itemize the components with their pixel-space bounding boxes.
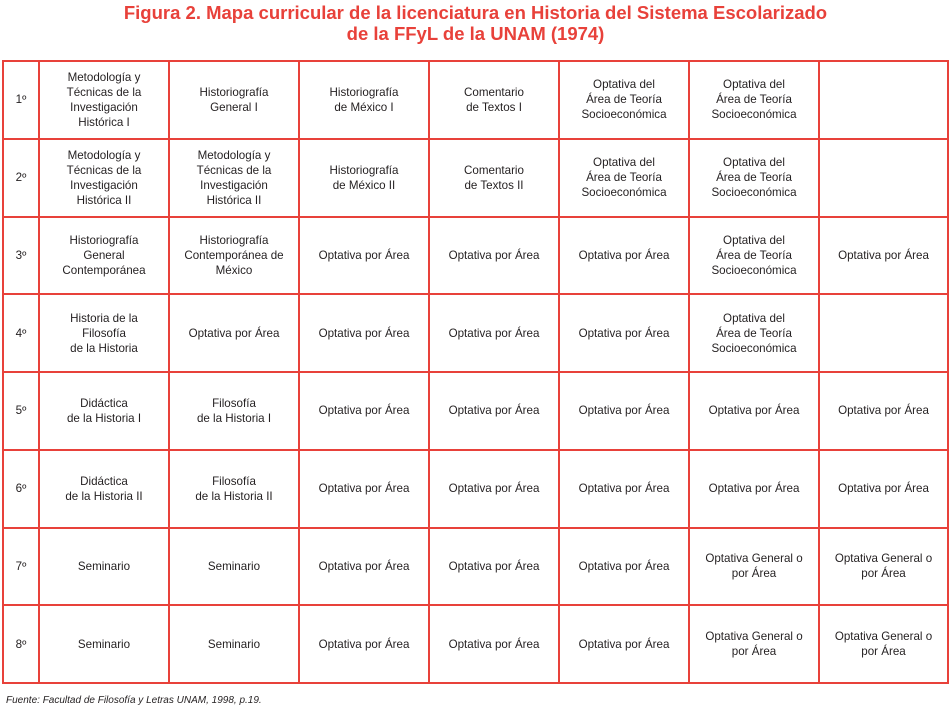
course-name: Optativa por Área <box>838 404 929 418</box>
course-cell <box>169 450 299 528</box>
course-cell <box>39 217 169 295</box>
course-name: Optativa del Área de Teoría Socioeconómica <box>711 78 797 122</box>
course-cell <box>299 372 429 450</box>
course-name: Optativa por Área <box>318 326 410 340</box>
course-name: Comentario de Textos I <box>464 85 524 114</box>
course-name: Optativa por Área <box>578 482 670 496</box>
course-name: Optativa por Área <box>708 482 800 496</box>
course-name: Seminario <box>207 637 261 651</box>
table-row <box>3 61 948 139</box>
course-cell <box>559 372 689 450</box>
semester-cell <box>3 528 39 606</box>
course-name: Filosofía de la Historia I <box>196 396 272 425</box>
course-name: Optativa por Área <box>318 559 410 573</box>
table-row <box>3 139 948 217</box>
course-cell <box>429 61 559 139</box>
course-cell <box>429 294 559 372</box>
course-cell <box>39 605 169 683</box>
course-name: Seminario <box>77 637 131 651</box>
course-cell <box>299 450 429 528</box>
course-name: Optativa General o por Área <box>834 552 933 581</box>
course-name: Filosofía de la Historia II <box>195 474 273 503</box>
course-name: Optativa por Área <box>318 637 410 651</box>
course-cell <box>169 372 299 450</box>
course-name: Optativa por Área <box>578 326 670 340</box>
course-cell <box>819 372 948 450</box>
figure-title-line-1: Figura 2. Mapa curricular de la licenciatura en Historia del Sistema Escolarizado <box>123 2 828 23</box>
figure-title-line-2: de la FFyL de la UNAM (1974) <box>346 23 605 44</box>
course-name: Didáctica de la Historia I <box>66 396 142 425</box>
course-name: Optativa por Área <box>448 248 540 262</box>
course-name: Historiografía de México I <box>329 85 399 114</box>
course-name: Optativa por Área <box>838 482 929 496</box>
semester-cell <box>3 605 39 683</box>
semester-cell <box>3 61 39 139</box>
course-cell <box>429 139 559 217</box>
course-cell <box>299 61 429 139</box>
course-name: Seminario <box>207 559 261 573</box>
course-cell <box>819 528 948 606</box>
course-cell <box>689 528 819 606</box>
course-cell <box>689 294 819 372</box>
course-name: Optativa por Área <box>448 559 540 573</box>
course-cell <box>429 528 559 606</box>
semester-cell <box>3 450 39 528</box>
table-row <box>3 372 948 450</box>
course-name: Optativa por Área <box>578 248 670 262</box>
course-name: Didáctica de la Historia II <box>65 474 143 503</box>
semester-cell <box>3 217 39 295</box>
course-name: Optativa por Área <box>578 559 670 573</box>
course-name: Optativa del Área de Teoría Socioeconómica <box>581 156 667 200</box>
course-name: Metodología y Técnicas de la Investigación Histórica I <box>66 70 142 129</box>
course-cell <box>819 294 948 372</box>
course-name: Historiografía de México II <box>329 163 399 192</box>
course-name: Optativa por Área <box>318 482 410 496</box>
course-cell <box>169 139 299 217</box>
course-name: Optativa por Área <box>578 404 670 418</box>
course-name: Optativa por Área <box>188 326 280 340</box>
course-name: Optativa por Área <box>318 248 410 262</box>
course-cell <box>169 217 299 295</box>
course-cell <box>689 372 819 450</box>
semester-cell <box>3 372 39 450</box>
course-cell <box>299 528 429 606</box>
semester-label: 2º <box>15 171 27 185</box>
course-name: Optativa del Área de Teoría Socioeconómica <box>711 233 797 277</box>
table-row <box>3 217 948 295</box>
semester-label: 8º <box>15 637 27 651</box>
course-cell <box>689 139 819 217</box>
course-cell <box>819 139 948 217</box>
course-cell <box>299 605 429 683</box>
course-cell <box>819 450 948 528</box>
course-cell <box>559 294 689 372</box>
course-name: Metodología y Técnicas de la Investigación Histórica II <box>196 148 272 207</box>
course-cell <box>689 450 819 528</box>
course-name: Optativa por Área <box>318 404 410 418</box>
course-cell <box>819 61 948 139</box>
course-name: Metodología y Técnicas de la Investigación Histórica II <box>66 148 142 207</box>
course-name: Historiografía Contemporánea de México <box>184 233 284 277</box>
course-cell <box>169 61 299 139</box>
course-cell <box>299 217 429 295</box>
course-cell <box>299 139 429 217</box>
course-name: Optativa del Área de Teoría Socioeconómica <box>711 156 797 200</box>
course-name: Optativa General o por Área <box>705 630 803 659</box>
course-name: Optativa por Área <box>578 637 670 651</box>
course-cell <box>39 61 169 139</box>
course-cell <box>819 217 948 295</box>
course-cell <box>39 294 169 372</box>
course-name: Historiografía General I <box>199 85 269 114</box>
semester-cell <box>3 294 39 372</box>
course-name: Comentario de Textos II <box>464 163 524 192</box>
semester-label: 6º <box>15 482 27 496</box>
semester-label: 3º <box>15 248 27 262</box>
table-row <box>3 294 948 372</box>
course-name: Optativa por Área <box>708 404 800 418</box>
course-cell <box>39 528 169 606</box>
course-cell <box>299 294 429 372</box>
course-cell <box>169 294 299 372</box>
course-cell <box>689 217 819 295</box>
table-row <box>3 528 948 606</box>
course-name: Optativa del Área de Teoría Socioeconómica <box>711 311 797 355</box>
semester-label: 4º <box>15 326 27 340</box>
course-cell <box>559 605 689 683</box>
course-name: Optativa General o por Área <box>834 630 933 659</box>
source-note: Fuente: Facultad de Filosofía y Letras UNAM, 1998, p.19. <box>6 695 262 706</box>
course-name: Optativa por Área <box>448 637 540 651</box>
course-cell <box>689 61 819 139</box>
course-name: Historia de la Filosofía de la Historia <box>70 311 138 355</box>
course-name: Optativa por Área <box>838 248 929 262</box>
curriculum-table <box>2 60 949 684</box>
course-cell <box>559 217 689 295</box>
course-cell <box>819 605 948 683</box>
course-name: Optativa General o por Área <box>705 552 803 581</box>
semester-cell <box>3 139 39 217</box>
course-name: Optativa del Área de Teoría Socioeconómica <box>581 78 667 122</box>
course-cell <box>39 450 169 528</box>
semester-label: 5º <box>15 404 27 418</box>
course-cell <box>429 450 559 528</box>
semester-label: 1º <box>15 93 27 107</box>
course-name: Historiografía General Contemporánea <box>62 233 146 277</box>
course-cell <box>559 139 689 217</box>
course-name: Optativa por Área <box>448 482 540 496</box>
course-cell <box>429 372 559 450</box>
course-cell <box>559 61 689 139</box>
course-cell <box>39 139 169 217</box>
table-row <box>3 605 948 683</box>
table-row <box>3 450 948 528</box>
course-name: Seminario <box>77 559 131 573</box>
course-cell <box>169 605 299 683</box>
course-name: Optativa por Área <box>448 326 540 340</box>
semester-label: 7º <box>15 559 27 573</box>
course-cell <box>689 605 819 683</box>
course-cell <box>429 217 559 295</box>
course-cell <box>559 528 689 606</box>
course-cell <box>169 528 299 606</box>
course-cell <box>39 372 169 450</box>
figure-title <box>0 2 951 44</box>
course-cell <box>559 450 689 528</box>
course-cell <box>429 605 559 683</box>
course-name: Optativa por Área <box>448 404 540 418</box>
